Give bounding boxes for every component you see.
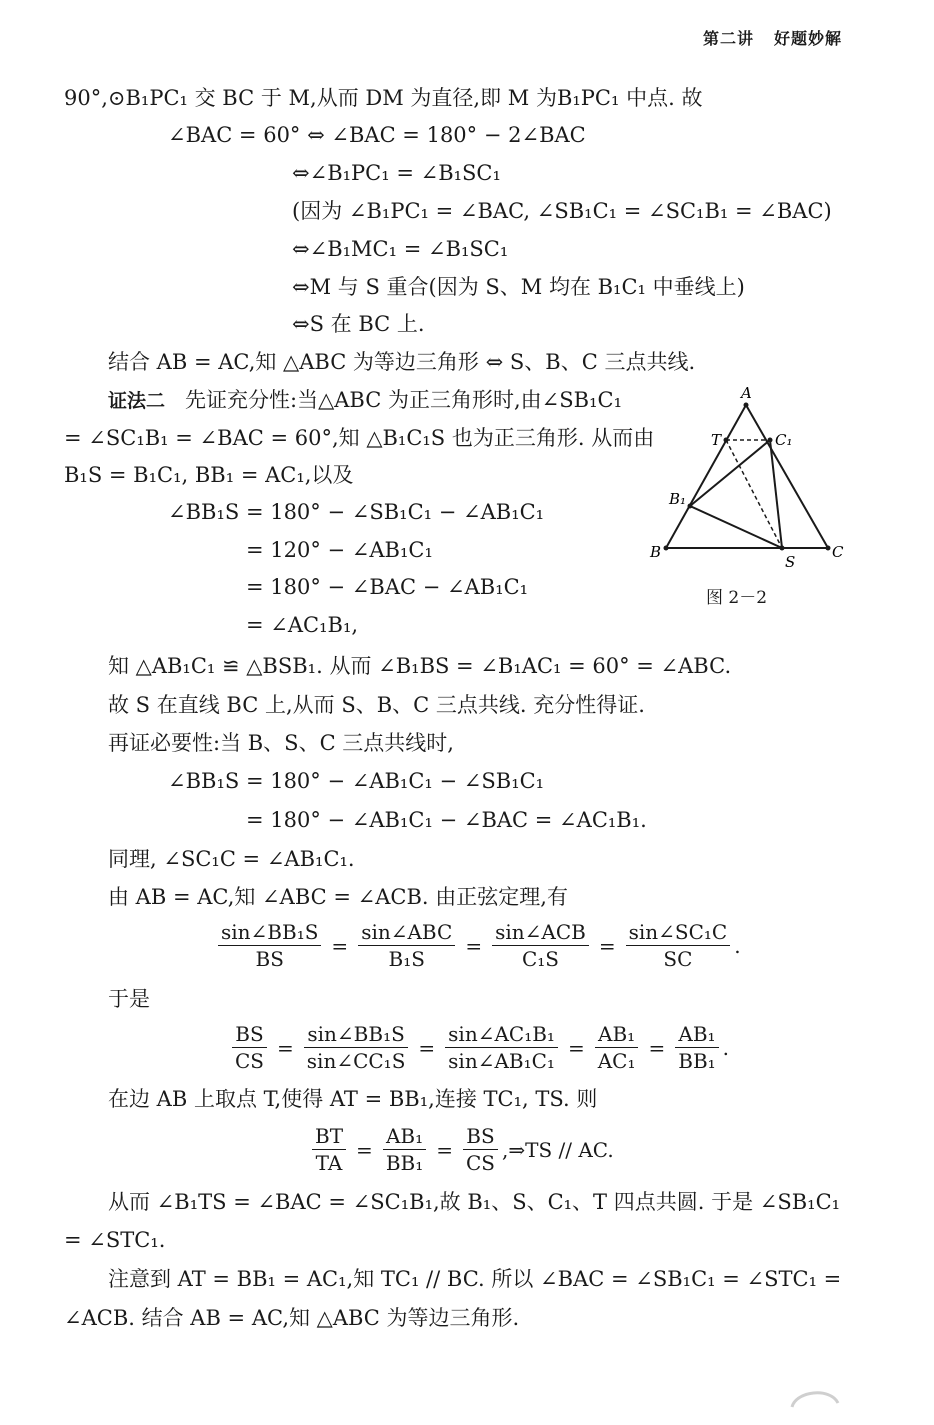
text-line-15: = ∠AC₁B₁, bbox=[246, 613, 359, 637]
eq1-equals-1: = bbox=[331, 933, 349, 958]
eq2-den-2: sin∠CC₁S bbox=[306, 1049, 406, 1073]
text-line-26: 在边 AB 上取点 T,使得 AT = BB₁,连接 TC₁, TS. 则 bbox=[108, 1087, 598, 1111]
eq3-den-1: TA bbox=[315, 1151, 343, 1175]
eq1-num-3: sin∠ACB bbox=[492, 920, 589, 946]
segment-ts bbox=[726, 440, 782, 548]
proof-two-text: 先证充分性:当△ABC 为正三角形时,由∠SB₁C₁ bbox=[185, 388, 622, 412]
point-b1 bbox=[688, 504, 693, 509]
point-a bbox=[744, 403, 749, 408]
segment-c1b1 bbox=[690, 440, 770, 506]
text-line-13: = 120° − ∠AB₁C₁ bbox=[246, 538, 433, 562]
text-line-3: ⇔∠B₁PC₁ = ∠B₁SC₁ bbox=[292, 161, 501, 185]
text-line-1: 90°,⊙B₁PC₁ 交 BC 于 M,从而 DM 为直径,即 M 为B₁PC₁ 中点. 故 bbox=[64, 86, 703, 110]
eq1-num-1: sin∠BB₁S bbox=[218, 920, 321, 946]
equation-ratio bbox=[228, 1022, 729, 1073]
eq1-num-4: sin∠SC₁C bbox=[626, 920, 731, 946]
chapter-title: 好题妙解 bbox=[773, 29, 842, 48]
eq1-equals-2: = bbox=[465, 933, 483, 958]
eq2-num-3: sin∠AC₁B₁ bbox=[445, 1022, 558, 1048]
geometry-figure bbox=[640, 380, 860, 600]
text-line-22: 由 AB = AC,知 ∠ABC = ∠ACB. 由正弦定理,有 bbox=[108, 885, 568, 909]
eq2-equals-3: = bbox=[567, 1035, 585, 1060]
text-line-28: 从而 ∠B₁TS = ∠BAC = ∠SC₁B₁,故 B₁、S、C₁、T 四点共圆. 于是 ∠SB₁C₁ bbox=[108, 1190, 841, 1214]
label-b: B bbox=[650, 543, 662, 561]
point-c1 bbox=[768, 438, 773, 443]
eq3-equals-1: = bbox=[356, 1137, 373, 1162]
eq2-num-4: AB₁ bbox=[595, 1022, 638, 1048]
text-line-30: 注意到 AT = BB₁ = AC₁,知 TC₁ // BC. 所以 ∠BAC = ∠SB₁C₁ = ∠STC₁ = bbox=[108, 1267, 842, 1291]
label-c1: C₁ bbox=[775, 431, 793, 449]
eq2-equals-4: = bbox=[648, 1035, 666, 1060]
text-line-6: ⇔M 与 S 重合(因为 S、M 均在 B₁C₁ 中垂线上) bbox=[292, 275, 745, 299]
eq2-den-4: AC₁ bbox=[597, 1049, 636, 1073]
figure-caption: 图 2－2 bbox=[706, 588, 768, 608]
text-line-21: 同理, ∠SC₁C = ∠AB₁C₁. bbox=[108, 847, 355, 871]
eq1-den-3: C₁S bbox=[521, 947, 559, 971]
eq2-den-3: sin∠AB₁C₁ bbox=[448, 1049, 555, 1073]
eq2-den-5: BB₁ bbox=[678, 1049, 716, 1073]
eq2-period: . bbox=[722, 1035, 730, 1060]
label-a: A bbox=[741, 384, 752, 402]
equation-parallel bbox=[308, 1124, 614, 1175]
text-line-17: 故 S 在直线 BC 上,从而 S、B、C 三点共线. 充分性得证. bbox=[108, 693, 645, 717]
point-s bbox=[780, 546, 785, 551]
eq2-num-1: BS bbox=[232, 1022, 266, 1048]
eq1-den-4: SC bbox=[663, 947, 693, 971]
point-t bbox=[724, 438, 729, 443]
label-c: C bbox=[832, 543, 844, 561]
eq1-period: . bbox=[734, 933, 741, 958]
page-number-mark bbox=[790, 1385, 840, 1425]
eq3-den-2: BB₁ bbox=[385, 1151, 424, 1175]
label-t: T bbox=[711, 431, 722, 449]
chapter-label: 第二讲 bbox=[702, 29, 754, 48]
text-line-16: 知 △AB₁C₁ ≌ △BSB₁. 从而 ∠B₁BS = ∠B₁AC₁ = 60° = ∠ABC. bbox=[108, 654, 732, 678]
text-line-2: ∠BAC = 60° ⇔ ∠BAC = 180° − 2∠BAC bbox=[168, 123, 586, 147]
eq2-num-2: sin∠BB₁S bbox=[304, 1022, 407, 1048]
equation-sine-rule bbox=[214, 920, 741, 971]
proof-two-label: 证法二 bbox=[108, 390, 166, 412]
eq2-den-1: CS bbox=[235, 1049, 265, 1073]
text-line-20: = 180° − ∠AB₁C₁ − ∠BAC = ∠AC₁B₁. bbox=[246, 808, 647, 832]
text-line-11: B₁S = B₁C₁, BB₁ = AC₁,以及 bbox=[64, 463, 354, 487]
text-line-19: ∠BB₁S = 180° − ∠AB₁C₁ − ∠SB₁C₁ bbox=[168, 769, 545, 793]
label-s: S bbox=[785, 553, 796, 571]
point-c bbox=[826, 546, 831, 551]
text-line-14: = 180° − ∠BAC − ∠AB₁C₁ bbox=[246, 575, 529, 599]
eq2-equals-2: = bbox=[418, 1035, 436, 1060]
text-line-4: (因为 ∠B₁PC₁ = ∠BAC, ∠SB₁C₁ = ∠SC₁B₁ = ∠BAC) bbox=[292, 199, 832, 223]
eq3-equals-2: = bbox=[436, 1137, 453, 1162]
segment-b1s bbox=[690, 506, 782, 548]
text-line-5: ⇔∠B₁MC₁ = ∠B₁SC₁ bbox=[292, 237, 509, 261]
eq2-num-5: AB₁ bbox=[675, 1022, 718, 1048]
text-line-29: = ∠STC₁. bbox=[64, 1228, 166, 1252]
text-line-24: 于是 bbox=[108, 987, 150, 1011]
label-b1: B₁ bbox=[669, 490, 687, 508]
eq3-num-2: AB₁ bbox=[383, 1124, 426, 1150]
side-ac bbox=[746, 405, 828, 548]
eq1-num-2: sin∠ABC bbox=[358, 920, 455, 946]
eq3-num-3: BS bbox=[463, 1124, 497, 1150]
eq1-den-2: B₁S bbox=[388, 947, 425, 971]
text-line-9 bbox=[108, 386, 622, 415]
eq1-equals-3: = bbox=[598, 933, 616, 958]
text-line-12: ∠BB₁S = 180° − ∠SB₁C₁ − ∠AB₁C₁ bbox=[168, 500, 545, 524]
text-line-18: 再证必要性:当 B、S、C 三点共线时, bbox=[108, 731, 454, 755]
running-header bbox=[683, 26, 842, 49]
text-line-8: 结合 AB = AC,知 △ABC 为等边三角形 ⇔ S、B、C 三点共线. bbox=[108, 350, 696, 374]
point-b bbox=[664, 546, 669, 551]
text-line-7: ⇔S 在 BC 上. bbox=[292, 312, 425, 336]
text-line-31: ∠ACB. 结合 AB = AC,知 △ABC 为等边三角形. bbox=[64, 1306, 520, 1330]
eq3-num-1: BT bbox=[312, 1124, 346, 1150]
text-line-10: = ∠SC₁B₁ = ∠BAC = 60°,知 △B₁C₁S 也为正三角形. 从而由 bbox=[64, 426, 655, 450]
eq2-equals-1: = bbox=[277, 1035, 294, 1060]
eq3-den-3: CS bbox=[466, 1151, 496, 1175]
eq3-conclusion: ,⇒TS // AC. bbox=[502, 1137, 614, 1162]
eq1-den-1: BS bbox=[255, 947, 284, 971]
